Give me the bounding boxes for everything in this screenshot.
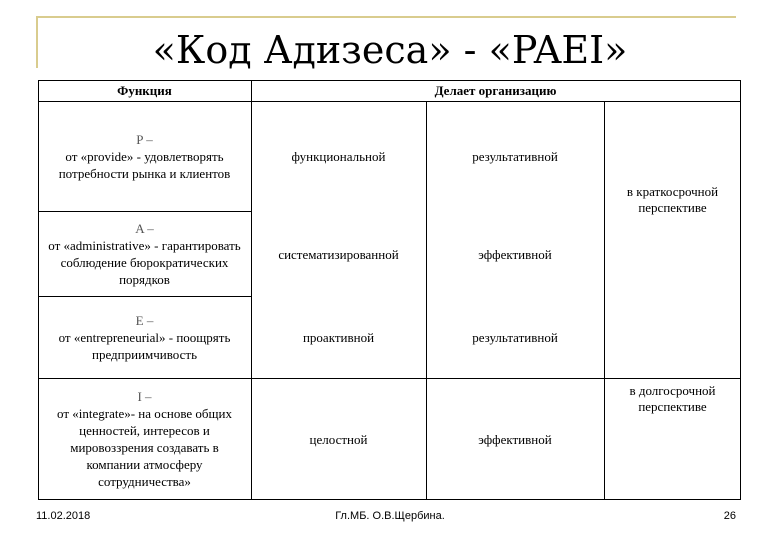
attribute-primary: проактивной xyxy=(302,330,375,345)
header-makes-organization: Делает организацию xyxy=(434,83,557,98)
footer-author: Гл.МБ. О.В.Щербина. xyxy=(335,510,445,522)
perspective-long-term: в долгосрочной перспективе xyxy=(629,383,716,414)
attribute-secondary: результативной xyxy=(472,149,558,164)
slide-title: «Код Адизеса» - «PAEI» xyxy=(152,28,628,72)
attribute-secondary: эффективной xyxy=(478,432,552,447)
header-function: Функция xyxy=(117,83,172,98)
attribute-primary: функциональной xyxy=(291,149,386,164)
function-letter: P – xyxy=(136,132,153,147)
function-letter: I – xyxy=(137,389,152,404)
attribute-secondary: результативной xyxy=(472,330,558,345)
function-letter: A – xyxy=(135,221,154,236)
function-description: от «administrative» - гарантировать соблюдение бюрократических порядков xyxy=(48,238,241,287)
table-border-right xyxy=(740,80,741,500)
footer-date: 11.02.2018 xyxy=(36,510,91,522)
attribute-secondary: эффективной xyxy=(478,247,552,262)
decor-line-left xyxy=(36,16,38,68)
function-description: от «provide» - удовлетворять потребности рынка и клиентов xyxy=(58,149,231,181)
attribute-primary: систематизированной xyxy=(278,247,399,262)
function-letter: E – xyxy=(135,313,154,328)
function-cell-i xyxy=(38,379,251,499)
function-cell-e xyxy=(38,297,251,378)
function-description: от «integrate»- на основе общих ценностей, интересов и мировоззрения создавать в компании атмосферу сотрудничества» xyxy=(56,406,232,489)
perspective-column-divider xyxy=(604,101,605,500)
perspective-short-term: в краткосрочной перспективе xyxy=(626,184,719,215)
function-cell-p xyxy=(38,102,251,211)
decor-line-top xyxy=(36,16,736,18)
table-border-bottom xyxy=(38,499,741,500)
attribute-primary: целостной xyxy=(309,432,368,447)
function-description: от «entrepreneurial» - поощрять предприимчивость xyxy=(58,330,231,362)
function-cell-a xyxy=(38,212,251,296)
page-number: 26 xyxy=(723,510,736,522)
